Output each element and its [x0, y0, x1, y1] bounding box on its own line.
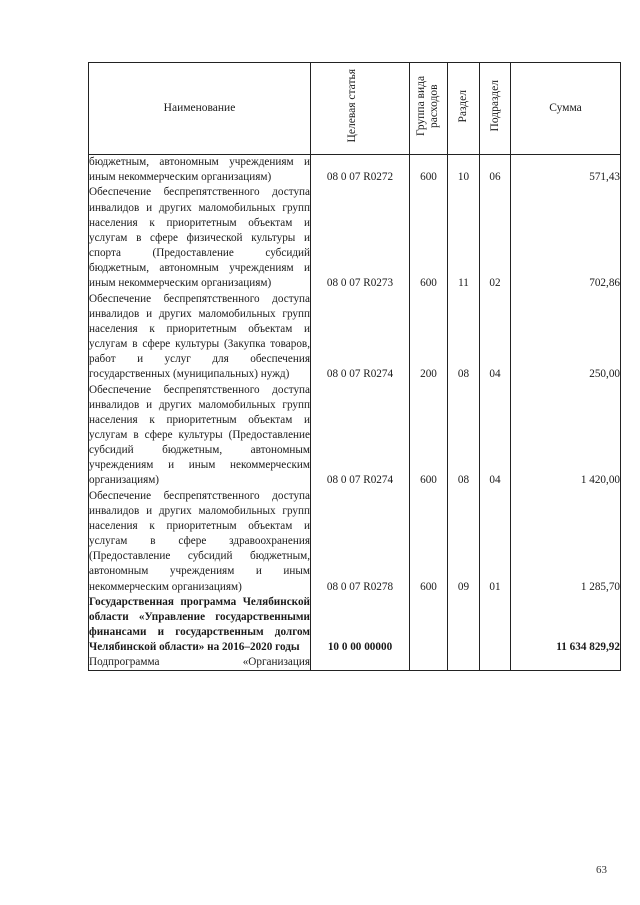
- row-section: [448, 595, 480, 656]
- header-target-article: Целевая статья: [311, 63, 410, 155]
- row-name: Обеспечение беспрепятственного доступа инвалидов и других маломобильных групп населения к приоритетным объектам и услугам в сфере культуры (Предоставление субсидий бюджетным, автономным учреждениям и иным некоммерческим организациям): [89, 383, 311, 489]
- row-section: 10: [448, 155, 480, 186]
- table-row: [89, 383, 621, 489]
- row-name: бюджетным, автономным учреждениям и иным некоммерческим организациям): [89, 155, 311, 186]
- row-subsection: [480, 595, 511, 656]
- row-expense-group: 600: [410, 185, 448, 291]
- row-subsection: 02: [480, 185, 511, 291]
- table-row-continued: [89, 655, 621, 671]
- row-section: 08: [448, 292, 480, 383]
- header-expense-group: Группа вида расходов: [410, 63, 448, 155]
- row-name: Государственная программа Челябинской области «Управление государственными финансами и государственным долгом Челябинской области» на 2016–2020 годы: [89, 595, 311, 656]
- table-body: [89, 155, 621, 671]
- row-expense-group: 600: [410, 489, 448, 595]
- row-amount: 702,86: [511, 185, 621, 291]
- row-subsection: 04: [480, 383, 511, 489]
- table-row: [89, 489, 621, 595]
- row-expense-group: [410, 595, 448, 656]
- table-header-row: [89, 63, 621, 155]
- row-expense-group: 200: [410, 292, 448, 383]
- row-target-article: 08 0 07 R0278: [311, 489, 410, 595]
- row-target-article: 08 0 07 R0274: [311, 383, 410, 489]
- row-amount: 1 420,00: [511, 383, 621, 489]
- row-subsection: 04: [480, 292, 511, 383]
- row-amount: 571,43: [511, 155, 621, 186]
- table-row: [89, 185, 621, 291]
- page-number: 63: [596, 864, 607, 876]
- row-expense-group: 600: [410, 383, 448, 489]
- row-target-article: 08 0 07 R0273: [311, 185, 410, 291]
- header-amount: Сумма: [511, 63, 621, 155]
- row-amount: 11 634 829,92: [511, 595, 621, 656]
- table-row: [89, 155, 621, 186]
- row-section: 11: [448, 185, 480, 291]
- budget-table: [88, 62, 621, 671]
- row-amount: 250,00: [511, 292, 621, 383]
- row-amount: 1 285,70: [511, 489, 621, 595]
- header-name: Наименование: [89, 63, 311, 155]
- row-target-article: 10 0 00 00000: [311, 595, 410, 656]
- row-section: 08: [448, 383, 480, 489]
- row-name: Обеспечение беспрепятственного доступа инвалидов и других маломобильных групп населения к приоритетным объектам и услугам в сфере физической культуры и спорта (Предоставление субсидий бюджетным, автономным учреждениям и иным некоммерческим организациям): [89, 185, 311, 291]
- table-row: [89, 292, 621, 383]
- table-row: [89, 595, 621, 656]
- row-name: Обеспечение беспрепятственного доступа инвалидов и других маломобильных групп населения к приоритетным объектам и услугам в сфере культуры (Закупка товаров, работ и услуг для обеспечения государственных (муниципальных) нужд): [89, 292, 311, 383]
- row-name: Обеспечение беспрепятственного доступа инвалидов и других маломобильных групп населения к приоритетным объектам и услугам в сфере здравоохранения (Предоставление субсидий бюджетным, автономным учреждениям и иным некоммерческим организациям): [89, 489, 311, 595]
- row-subsection: 01: [480, 489, 511, 595]
- header-section: Раздел: [448, 63, 480, 155]
- row-subsection: 06: [480, 155, 511, 186]
- row-target-article: 08 0 07 R0274: [311, 292, 410, 383]
- row-target-article: 08 0 07 R0272: [311, 155, 410, 186]
- row-name: Подпрограмма «Организация: [89, 655, 311, 671]
- row-section: 09: [448, 489, 480, 595]
- row-expense-group: 600: [410, 155, 448, 186]
- header-subsection: Подраздел: [480, 63, 511, 155]
